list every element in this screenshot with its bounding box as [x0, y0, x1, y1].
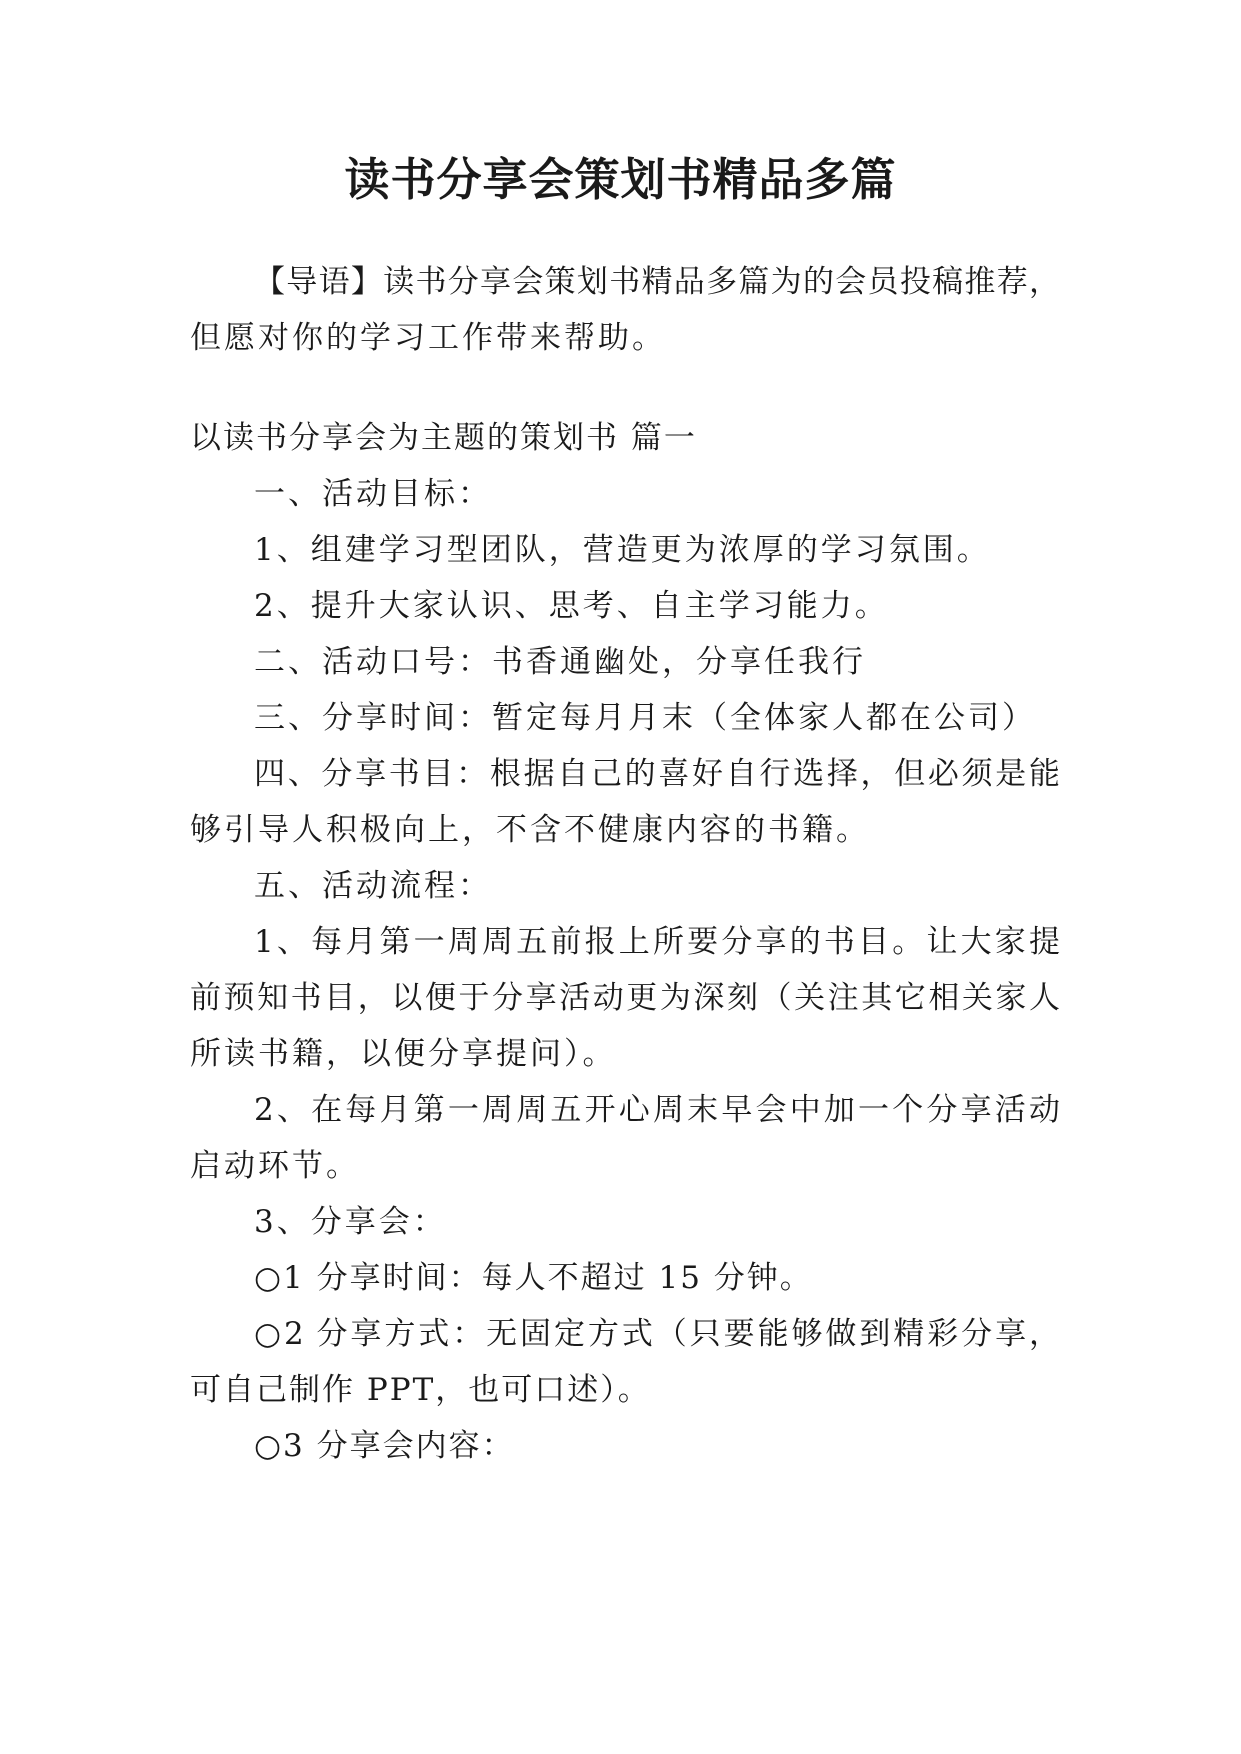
- paragraph-line: 五、活动流程：: [254, 868, 492, 904]
- paragraph-line: ○1 分享时间：每人不超过 15 分钟。: [254, 1260, 813, 1296]
- paragraph-line: ○2 分享方式：无固定方式（只要能够做到精彩分享，: [254, 1316, 1060, 1352]
- paragraph-line: 二、活动口号：书香通幽处，分享任我行: [254, 644, 866, 680]
- paragraph-line: 1、每月第一周周五前报上所要分享的书目。让大家提: [254, 924, 1060, 960]
- paragraph-line: 前预知书目，以便于分享活动更为深刻（关注其它相关家人: [190, 980, 1060, 1016]
- paragraph-line: 三、分享时间：暂定每月月末（全体家人都在公司）: [254, 700, 1036, 736]
- paragraph-line: 一、活动目标：: [254, 476, 492, 512]
- paragraph-line: 够引导人积极向上，不含不健康内容的书籍。: [190, 812, 870, 848]
- paragraph-line: 2、在每月第一周周五开心周末早会中加一个分享活动: [254, 1092, 1060, 1128]
- paragraph-line: 1、组建学习型团队，营造更为浓厚的学习氛围。: [254, 532, 991, 568]
- paragraph-line: 所读书籍，以便分享提问）。: [190, 1036, 617, 1072]
- paragraph-line: 可自己制作 PPT，也可口述）。: [190, 1372, 651, 1408]
- intro-line-1: 【导语】读书分享会策划书精品多篇为的会员投稿推荐，: [254, 264, 1060, 300]
- paragraph-line: ○3 分享会内容：: [254, 1428, 515, 1464]
- paragraph-line: 2、提升大家认识、思考、自主学习能力。: [254, 588, 889, 624]
- intro-line-2: 但愿对你的学习工作带来帮助。: [190, 320, 666, 356]
- paragraph-line: 启动环节。: [190, 1148, 360, 1184]
- paragraph-line: 四、分享书目：根据自己的喜好自行选择，但必须是能: [254, 756, 1060, 792]
- paragraph-line: 3、分享会：: [254, 1204, 447, 1240]
- section-heading: 以读书分享会为主题的策划书 篇一: [190, 420, 697, 456]
- document-title: 读书分享会策划书精品多篇: [344, 153, 897, 206]
